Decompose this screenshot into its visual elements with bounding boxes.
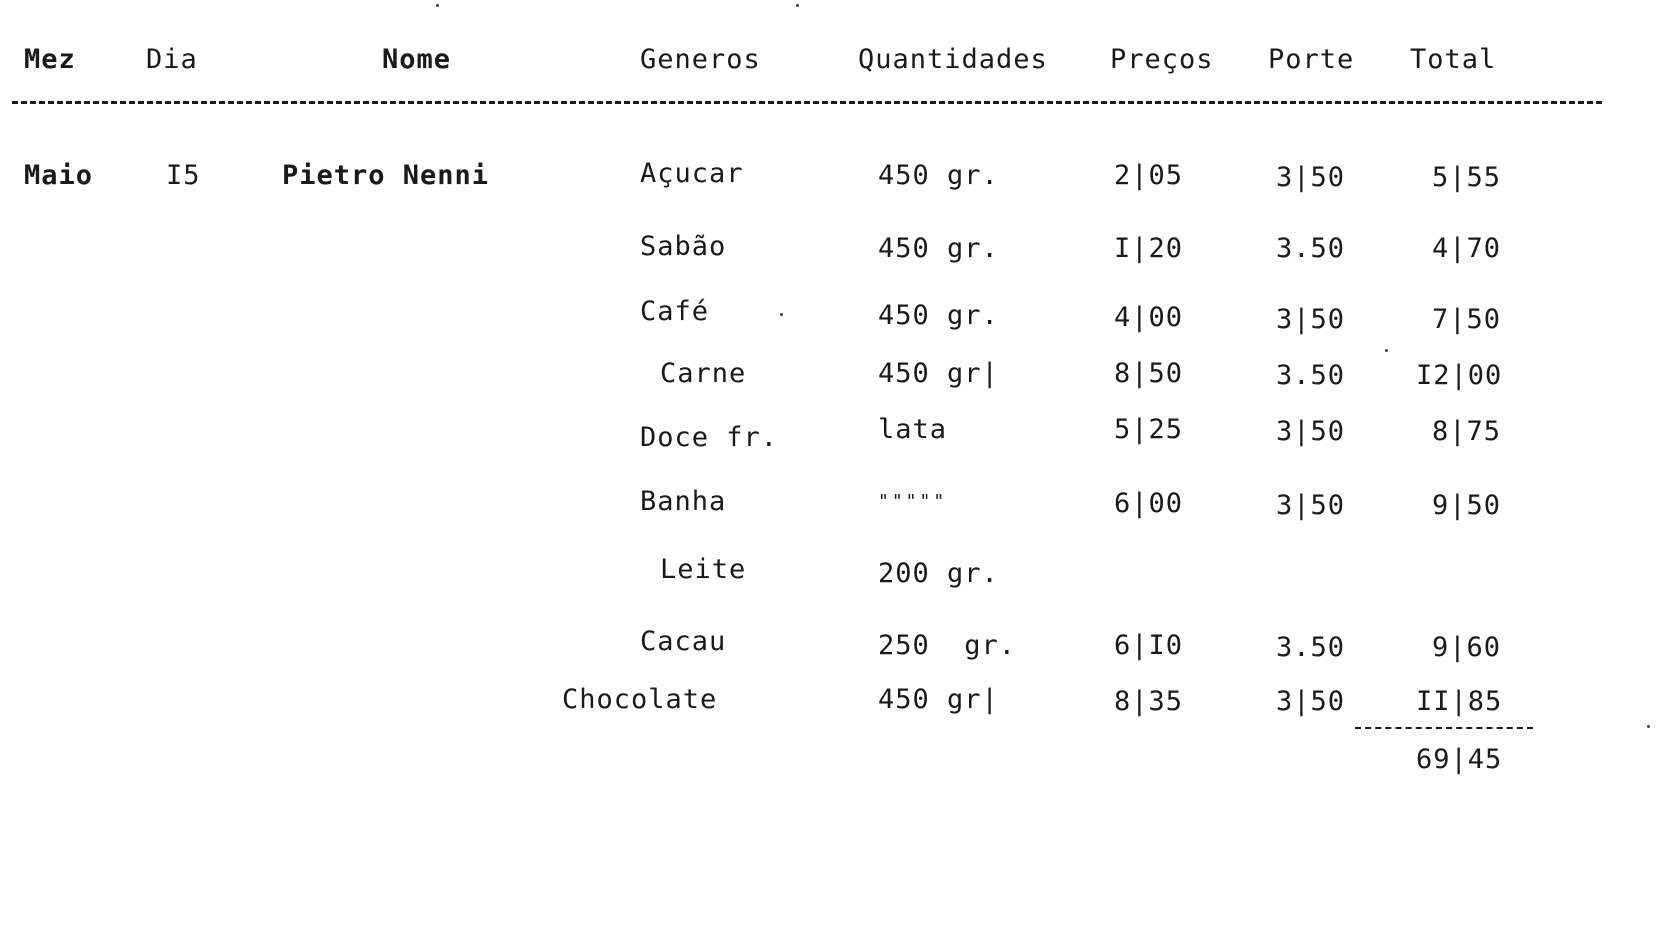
row-genero: Carne	[660, 358, 747, 389]
row-quantidade: 450 gr.	[878, 300, 999, 331]
row-preco: I|20	[1114, 233, 1184, 264]
row-total: 5|55	[1432, 162, 1502, 193]
row-total: I2|00	[1416, 360, 1503, 391]
grand-total: 69|45	[1416, 744, 1503, 775]
sum-divider	[1355, 727, 1533, 729]
entry-nome: Pietro Nenni	[282, 160, 490, 191]
header-precos: Preços	[1110, 44, 1214, 75]
row-porte: 3.50	[1276, 632, 1346, 663]
row-preco: 6|I0	[1114, 630, 1184, 661]
row-genero: Cacau	[640, 626, 727, 657]
row-genero: Banha	[640, 486, 727, 517]
header-quantidades: Quantidades	[858, 44, 1048, 75]
header-dia: Dia	[146, 44, 198, 75]
row-preco: 2|05	[1114, 160, 1184, 191]
row-total: 7|50	[1432, 304, 1502, 335]
header-mez: Mez	[24, 44, 76, 75]
row-genero: Açucar	[640, 158, 744, 189]
ink-speck	[1385, 349, 1388, 352]
row-quantidade: 450 gr.	[878, 233, 999, 264]
entry-mez: Maio	[24, 160, 94, 191]
row-total: 8|75	[1432, 416, 1502, 447]
row-porte: 3|50	[1276, 490, 1346, 521]
row-total: 4|70	[1432, 233, 1502, 264]
row-preco: 8|50	[1114, 358, 1184, 389]
row-quantidade: 450 gr.	[878, 160, 999, 191]
header-divider	[12, 101, 1602, 104]
row-quantidade: 200 gr.	[878, 558, 999, 589]
row-porte: 3|50	[1276, 416, 1346, 447]
ink-speck	[780, 313, 783, 316]
header-porte: Porte	[1268, 44, 1355, 75]
row-porte: 3.50	[1276, 360, 1346, 391]
row-preco: 6|00	[1114, 488, 1184, 519]
header-generos: Generos	[640, 44, 761, 75]
row-genero: Chocolate	[562, 684, 718, 715]
row-quantidade: 450 gr|	[878, 684, 999, 715]
row-genero: Doce fr.	[640, 422, 779, 453]
row-porte: 3|50	[1276, 686, 1346, 717]
ink-speck	[796, 4, 799, 7]
row-quantidade: 450 gr|	[878, 358, 999, 389]
row-quantidade: 250 gr.	[878, 630, 1017, 661]
header-nome: Nome	[382, 44, 452, 75]
ink-speck	[436, 4, 439, 7]
row-porte: 3.50	[1276, 233, 1346, 264]
row-genero: Leite	[660, 554, 747, 585]
row-total: 9|50	[1432, 490, 1502, 521]
row-genero: Café	[640, 296, 710, 327]
row-porte: 3|50	[1276, 304, 1346, 335]
row-porte: 3|50	[1276, 162, 1346, 193]
row-total: II|85	[1416, 686, 1503, 717]
row-genero: Sabão	[640, 231, 727, 262]
row-preco: 8|35	[1114, 686, 1184, 717]
row-total: 9|60	[1432, 632, 1502, 663]
header-total: Total	[1410, 44, 1497, 75]
entry-dia: I5	[166, 160, 201, 191]
row-preco: 5|25	[1114, 414, 1184, 445]
row-quantidade: """""	[878, 491, 948, 512]
row-quantidade: lata	[878, 414, 948, 445]
row-preco: 4|00	[1114, 302, 1184, 333]
ink-speck	[1647, 725, 1650, 728]
